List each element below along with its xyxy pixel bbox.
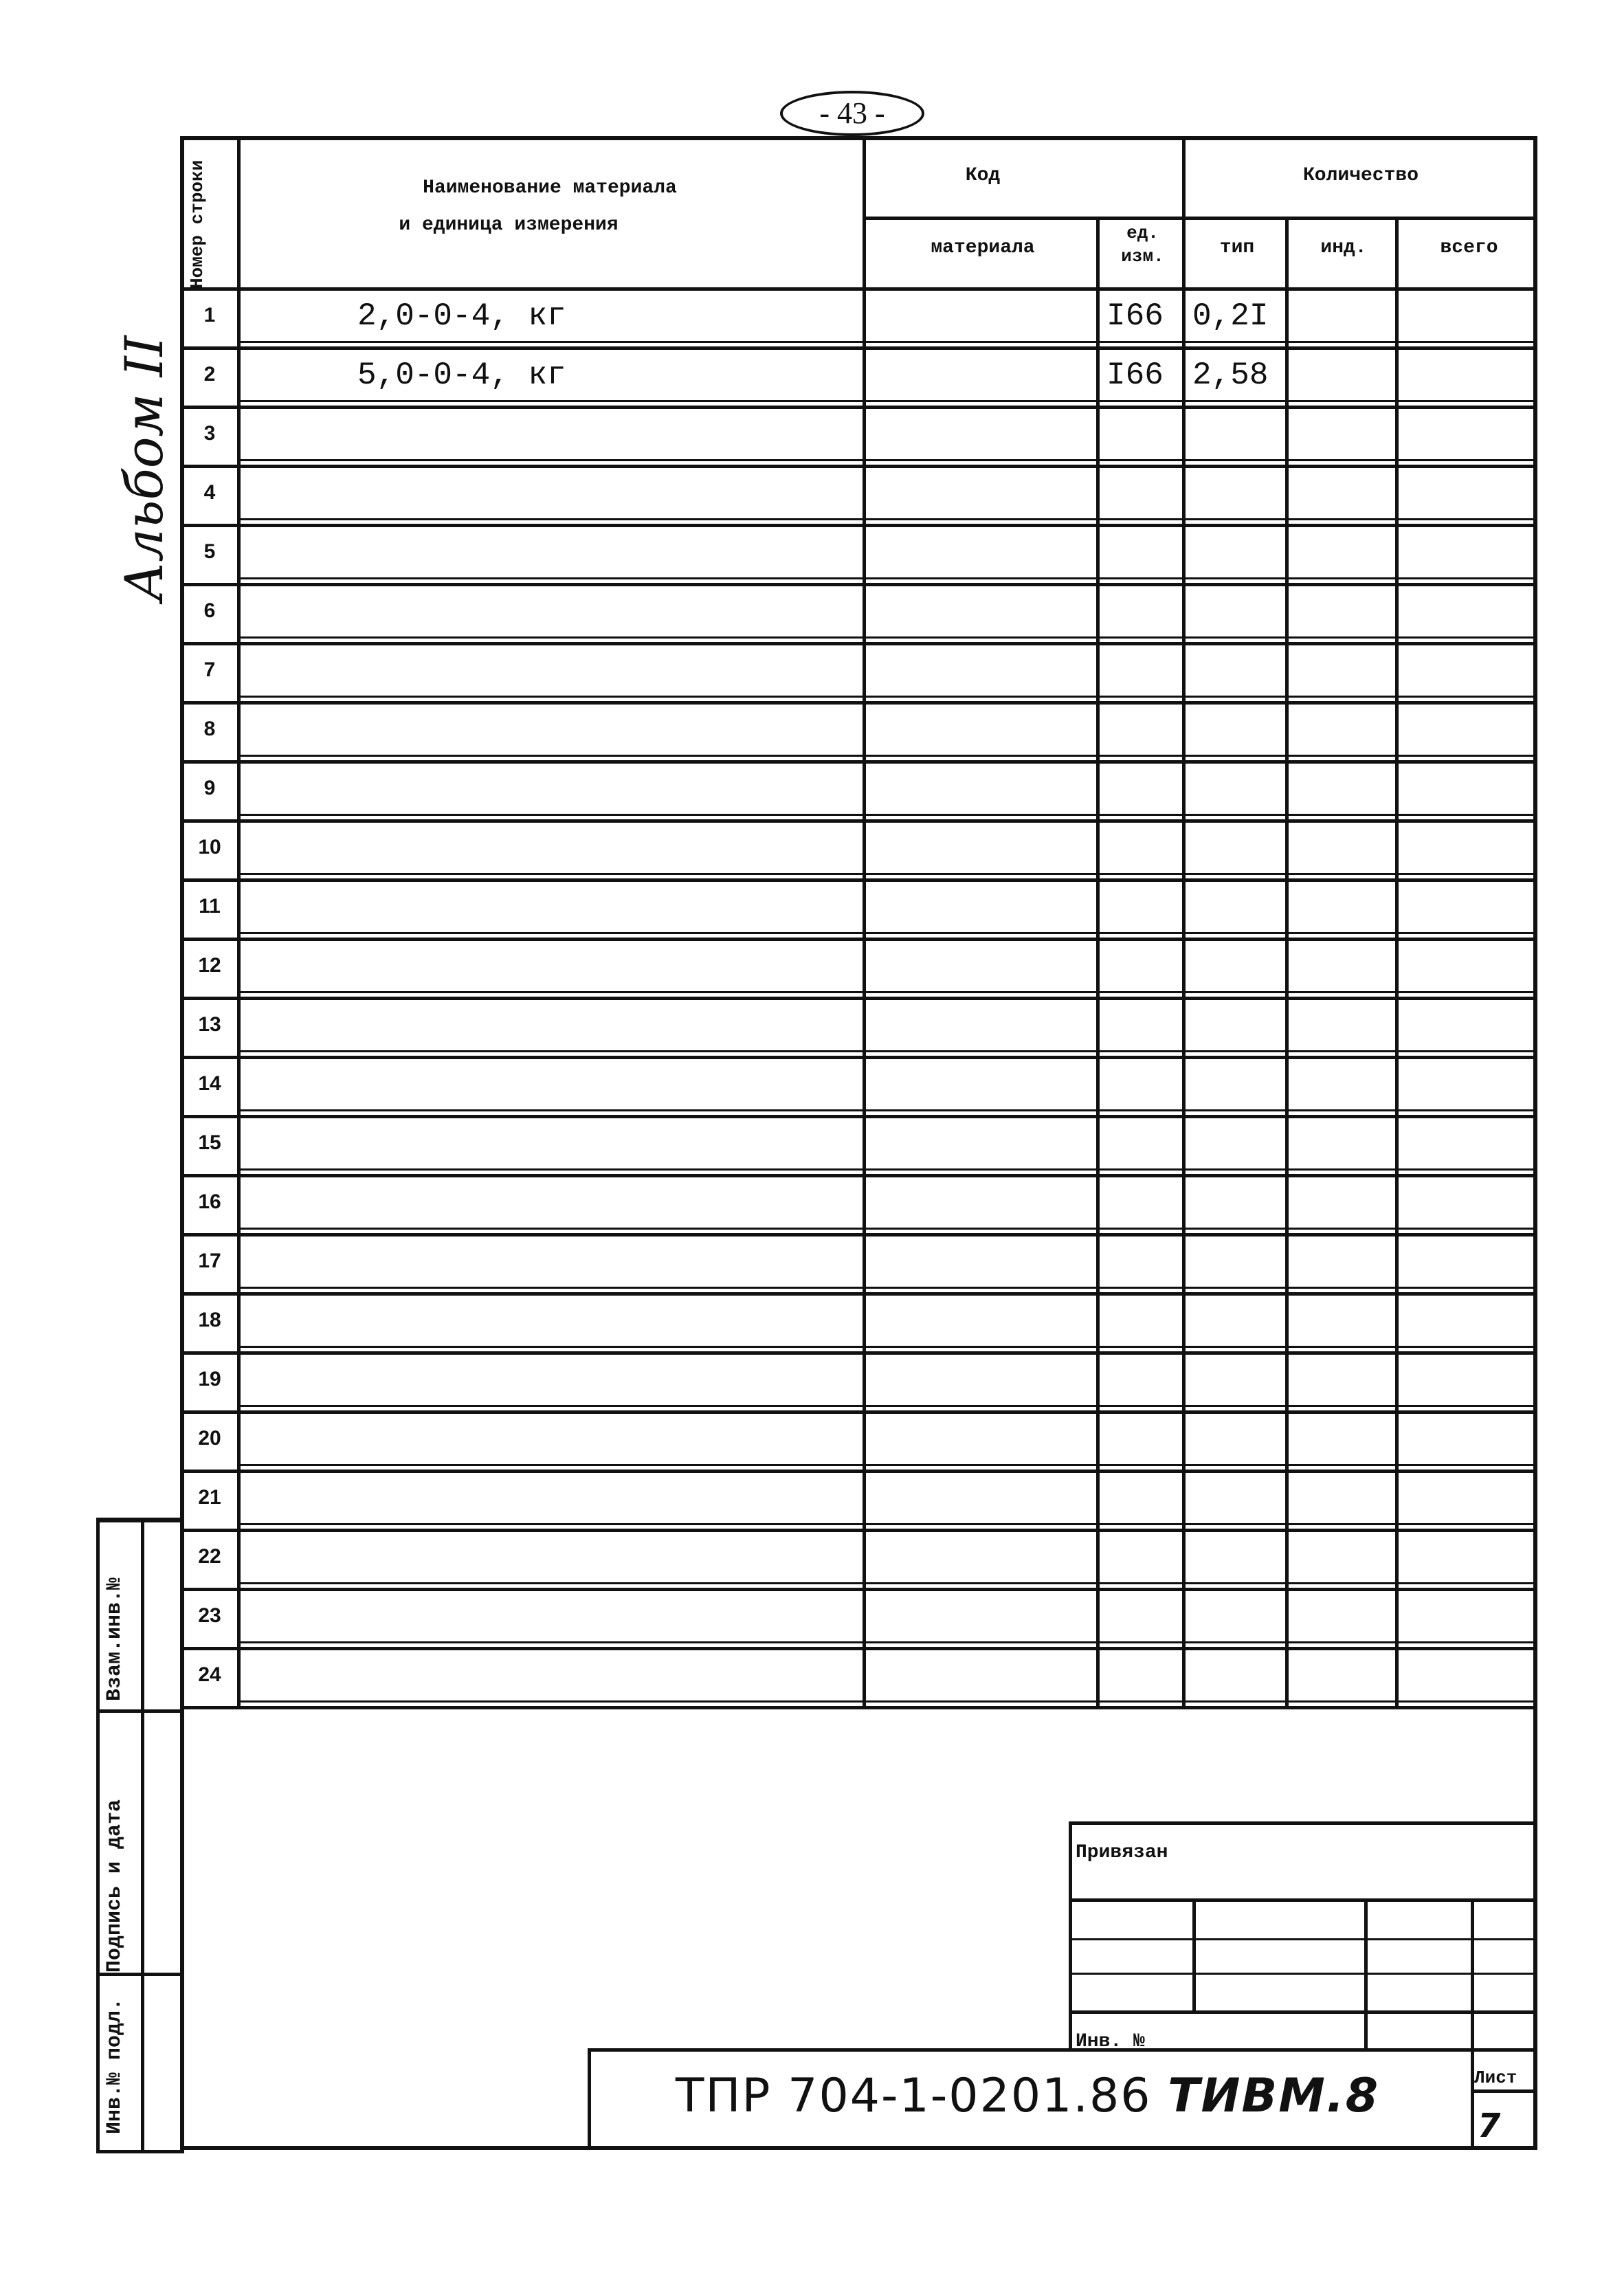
row-number: 4	[203, 481, 216, 504]
header-code: Код	[965, 165, 1001, 186]
header-quantity: Количество	[1302, 165, 1419, 186]
stamp-sheet-label: Лист	[1474, 2067, 1517, 2088]
header-qty-ind: инд.	[1320, 237, 1367, 258]
stamp-col	[1364, 1898, 1368, 2048]
row-line	[237, 1168, 1537, 1171]
row-line	[237, 1464, 1537, 1466]
row-line	[237, 696, 1537, 698]
row-number: 5	[203, 540, 216, 563]
row-number: 12	[198, 954, 221, 977]
row-line	[237, 518, 1537, 520]
row-number: 11	[199, 895, 221, 918]
header-bottom-line	[184, 287, 1537, 291]
doc-code: ТПР 704-1-0201.86	[675, 2069, 1152, 2123]
row-number: 6	[203, 599, 216, 622]
header-row-number: Номер строки	[187, 159, 208, 289]
row-line	[184, 465, 1537, 468]
row-number: 16	[198, 1190, 221, 1213]
row-number: 19	[198, 1368, 221, 1390]
row-line	[184, 1351, 1537, 1355]
header-subline	[863, 217, 1537, 220]
row-number: 20	[198, 1427, 221, 1450]
row-line	[237, 577, 1537, 579]
doc-suffix: ТИВМ.8	[1168, 2069, 1380, 2123]
row-number: 14	[198, 1072, 221, 1095]
stamp-line	[1069, 1938, 1537, 1940]
side-stamp-divider	[96, 1973, 184, 1976]
stamp-col	[1192, 1898, 1196, 2010]
row-line	[237, 341, 1537, 343]
side-podpis-label: Подпись и дата	[103, 1799, 126, 1973]
row-line	[184, 1529, 1537, 1532]
row-unit-code: I66	[1106, 298, 1164, 334]
header-code-material: материала	[931, 237, 1035, 258]
form-frame	[180, 136, 1537, 2150]
stamp-col	[1471, 1898, 1474, 2150]
row-line	[184, 760, 1537, 764]
row-line	[184, 1115, 1537, 1118]
row-line	[237, 873, 1537, 875]
row-line	[184, 1410, 1537, 1414]
row-line	[184, 997, 1537, 1000]
row-line	[237, 755, 1537, 757]
row-line	[184, 1647, 1537, 1650]
row-line	[237, 1228, 1537, 1230]
side-stamp-line	[96, 1518, 184, 1521]
row-line	[237, 459, 1537, 461]
row-number: 23	[198, 1604, 221, 1627]
row-number: 22	[198, 1545, 221, 1568]
column-line	[1096, 217, 1100, 1706]
row-line	[237, 1582, 1537, 1584]
row-line	[184, 878, 1537, 882]
row-line	[237, 1700, 1537, 1703]
row-line	[184, 938, 1537, 941]
row-line	[237, 1523, 1537, 1525]
row-line	[237, 1346, 1537, 1348]
album-handwritten-note: Альбом II	[113, 335, 175, 601]
side-stamp-inner	[141, 1519, 144, 2150]
row-number: 9	[203, 777, 216, 799]
row-line	[184, 583, 1537, 586]
row-line	[237, 932, 1537, 934]
row-number: 15	[198, 1131, 221, 1154]
row-line	[237, 1050, 1537, 1052]
row-line	[237, 1109, 1537, 1111]
row-line	[184, 1233, 1537, 1237]
row-line	[184, 406, 1537, 409]
row-line	[184, 1706, 1537, 1709]
row-line	[184, 701, 1537, 705]
side-vzam-label: Взам.инв.№	[103, 1577, 126, 1701]
row-line	[184, 819, 1537, 823]
row-line	[237, 1287, 1537, 1289]
row-line	[237, 1641, 1537, 1643]
stamp-privyazan: Привязан	[1076, 1842, 1168, 1863]
row-line	[184, 1588, 1537, 1591]
row-line	[184, 642, 1537, 645]
row-line	[184, 346, 1537, 350]
row-number: 24	[198, 1663, 221, 1686]
row-line	[184, 1470, 1537, 1473]
row-number: 8	[203, 718, 216, 740]
header-name-line2: и единица измерения	[399, 214, 619, 236]
side-inv-podl-label: Инв.№ подл.	[103, 1997, 126, 2134]
stamp-sheet-value: 7	[1478, 2107, 1501, 2145]
row-number: 3	[203, 422, 216, 445]
row-line	[184, 1292, 1537, 1296]
stamp-left-line	[1069, 1821, 1072, 2048]
row-number: 2	[203, 363, 216, 386]
row-number: 13	[198, 1013, 221, 1036]
stamp-line	[1069, 2010, 1537, 2014]
stamp-top-line	[1069, 1821, 1537, 1825]
row-unit-code: I66	[1106, 357, 1164, 393]
sheet-divider	[1471, 2089, 1537, 2093]
header-qty-total: всего	[1440, 237, 1498, 258]
stamp-document-code	[591, 2069, 1464, 2123]
row-line	[184, 1056, 1537, 1059]
row-number: 10	[198, 836, 221, 858]
row-qty-type: 2,58	[1192, 357, 1269, 393]
side-stamp-bottom	[96, 2150, 184, 2153]
row-line	[184, 524, 1537, 527]
row-line	[237, 1405, 1537, 1407]
header-qty-type: тип	[1219, 237, 1255, 258]
header-code-unit: ед. изм.	[1121, 223, 1164, 267]
row-material-name: 5,0-0-4, кг	[357, 357, 566, 393]
row-qty-type: 0,2I	[1192, 298, 1269, 334]
title-top-line	[588, 2048, 1537, 2052]
row-material-name: 2,0-0-4, кг	[357, 298, 566, 334]
column-line	[1285, 217, 1289, 1706]
side-stamp-divider	[96, 1709, 184, 1713]
row-line	[237, 636, 1537, 639]
header-name-line1: Наименование материала	[423, 177, 677, 199]
row-line	[237, 814, 1537, 816]
row-number: 18	[198, 1309, 221, 1331]
row-number: 1	[203, 304, 216, 326]
row-line	[237, 400, 1537, 402]
row-number: 7	[203, 658, 216, 681]
side-stamp-outer	[96, 1519, 100, 2150]
row-number: 17	[198, 1250, 221, 1272]
column-line	[1395, 217, 1399, 1706]
row-number: 21	[198, 1486, 221, 1509]
stamp-line	[1069, 1973, 1537, 1975]
row-line	[237, 991, 1537, 993]
row-line	[184, 1174, 1537, 1177]
stamp-line	[1069, 1898, 1537, 1902]
stamp-inv-no: Инв. №	[1076, 2031, 1145, 2052]
page-number: - 43 -	[780, 91, 924, 136]
